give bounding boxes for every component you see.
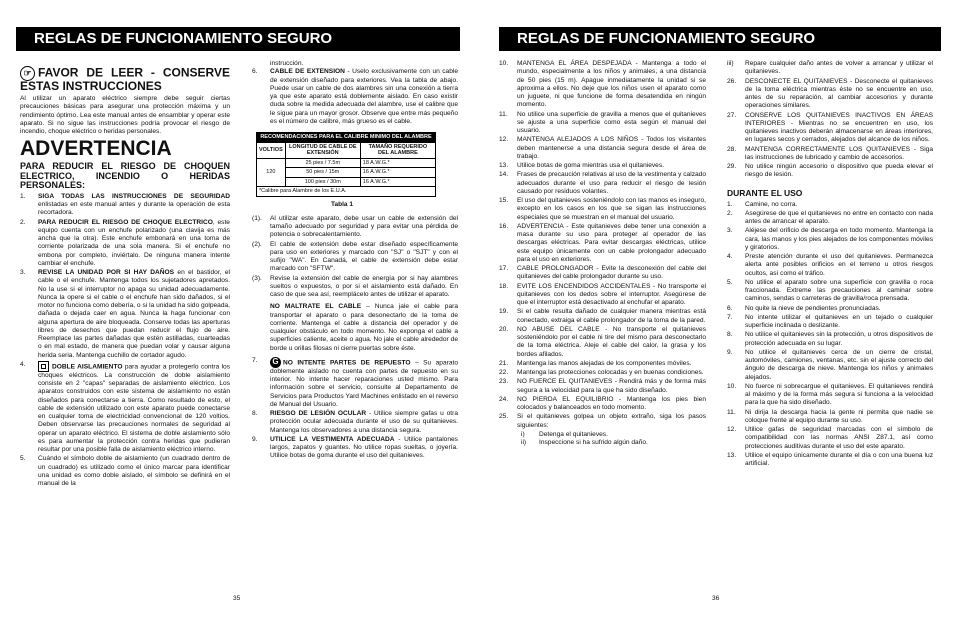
item-lead: NO INTENTE PARTES DE REPUESTO <box>283 359 411 367</box>
favor-body: Al utilizar un aparato eléctrico siempre debe seguir ciertas precauciones básicas para asegurar una protección máxima y un rendimiento óptimo. Lea este manual antes de ensamblar y operar este aparato. Si no sigue las instrucciones podría provocar el riesgo de incendio, choque eléctrico o heridas personales. <box>20 95 230 135</box>
list-item <box>727 314 933 331</box>
item-number: 9. <box>252 435 258 443</box>
list-item <box>727 112 933 145</box>
item-body: Utilice botas de goma mientras usa el quitanieves. <box>517 162 664 169</box>
item-number: 18. <box>499 282 509 290</box>
page-number: 35 <box>233 595 241 602</box>
table-header: TAMAÑO REQUERIDO DEL ALAMBRE <box>360 142 435 158</box>
item-number: 14. <box>499 171 509 179</box>
item-body: Preste atención durante el uso del quitanieves. Permanezca alerta ante posibles orificios en el terreno u otros riesgos ocultos, así como el tráfico. <box>745 253 933 277</box>
list-item <box>499 223 706 264</box>
list-item <box>727 331 933 348</box>
item-number: 6. <box>252 68 258 76</box>
no-service-icon: G <box>270 357 281 368</box>
item-body: , este equipo cuenta con un enchufe polarizado (una clavija es más ancha que la otra). Este enchufe embonará en una toma de corriente polarizada de una sola manera. Si el enchufe no embona por completo, inviértalo. De ninguna manera intente cambiar el enchufe. <box>38 218 230 267</box>
no-maltrate-paragraph <box>252 303 458 353</box>
item-body: Asegúrese de que el quitanieves no entre en contacto con nada antes de arrancar el aparato. <box>745 209 933 225</box>
list-item <box>521 431 706 439</box>
item-lead: RIESGO DE LESIÓN OCULAR <box>270 410 367 417</box>
list-item <box>499 265 706 282</box>
list-item <box>499 378 706 395</box>
list-item <box>252 68 458 126</box>
item-text <box>517 360 706 368</box>
item-text <box>745 279 933 304</box>
item-text <box>38 193 230 218</box>
table-header: VOLTIOS <box>257 142 286 158</box>
right-col1-list <box>499 60 706 430</box>
list-item <box>727 279 933 304</box>
item-number: 5. <box>20 455 26 463</box>
right-banner: REGLAS DE FUNCIONAMIENTO SEGURO <box>499 27 941 51</box>
right-column-1 <box>499 60 706 447</box>
item-number: 20. <box>499 325 509 333</box>
item-text <box>517 308 706 325</box>
table-cell: 25 pies / 7.5m <box>285 158 360 168</box>
list-item <box>727 163 933 180</box>
list-item <box>727 146 933 163</box>
advertencia-title: ADVERTENCIA <box>20 137 172 161</box>
table-header: LONGITUD DE CABLE DE EXTENSIÓN <box>285 142 360 158</box>
item-text <box>517 136 706 161</box>
item-text <box>517 326 706 359</box>
item-body: EVITE LOS ENCENDIDOS ACCIDENTALES - No transporte el quitanieves con los dedos sobre el interruptor. Asegúrese de que el interruptor está desactivado al enchufar el aparato. <box>517 282 706 306</box>
list-item <box>727 383 933 408</box>
item-text <box>517 283 706 308</box>
item-body: Camine, no corra. <box>745 200 798 208</box>
item-number: 2. <box>20 218 26 226</box>
item-number: 8. <box>727 331 733 339</box>
item-text <box>745 426 933 451</box>
item-text <box>517 162 706 170</box>
list-item <box>20 269 230 360</box>
item-body: NO ABUSE DEL CABLE - No transporte el quitanieves sosteniéndolo por el cable ni tire del mismo para desconectarlo de la toma eléctrica. Aleje el cable del calor, la grasa y los bordes afilados. <box>517 325 706 358</box>
item-body: No intente utilizar el quitanieves en un tejado o cualquier superficie inclinada o deslizante. <box>745 313 933 329</box>
item-lead: PARA REDUCIR EL RIESGO DE CHOQUE ELECTRICO <box>38 218 213 226</box>
item-number: 19. <box>499 308 509 316</box>
list-item <box>727 452 933 469</box>
item-text <box>745 60 933 77</box>
list-item <box>252 275 458 300</box>
list-item <box>727 426 933 451</box>
list-item <box>20 455 230 488</box>
list-item <box>252 357 458 409</box>
item-text <box>517 60 706 110</box>
list-item <box>252 436 458 461</box>
page-number: 36 <box>712 595 720 602</box>
table-title: RECOMENDACIONES PARA EL CALIBRE MINIMO DEL ALAMBRE <box>257 133 436 143</box>
item-number: 11. <box>727 408 736 416</box>
list-item <box>499 369 706 377</box>
item-body: en el bastidor, el cable o el enchufe. Mantenga todos los sujetadores apretados. No la use si el interruptor no apaga su unidad adecuadamente. Nunca la opere si el cable o el enchufe han sido dañados, si el motor no funciona como debería, o si la unidad ha sido golpeada, dañada o dejada caer en agua. Nunca la haga funcionar con alguna apertura de aire bloqueada. Conserve todas las aperturas libres de desechos que puedan reducir el flujo de aire. Reemplace las partes dañadas que estén astilladas, cuarteadas o en mal estado, de manera que puedan volar y causar alguna herida seria. Mantenga cuchillo de cortador agudo. <box>38 269 230 359</box>
item-body: Mantenga las manos alejadas de los componentes móviles. <box>517 359 692 367</box>
list-item <box>20 193 230 218</box>
item-body: Inspeccione si ha sufrido algún daño. <box>539 439 648 446</box>
list-item <box>499 136 706 161</box>
item-lead: DOBLE AISLAMIENTO <box>52 363 123 370</box>
item-text <box>270 357 458 409</box>
hand-warning-icon: ☞ <box>20 66 35 81</box>
item-number: 1. <box>20 192 26 200</box>
item-body: Cuándo el símbolo doble de aislamiento (un cuadrado dentro de un cuadrado) es utilizado como el único marcar para identificar una unidad es como doble aislado, el símbolo se definirá en el manual de la <box>38 455 230 487</box>
item-text <box>517 223 706 264</box>
item-number: 3. <box>20 269 26 276</box>
list-item <box>499 396 706 413</box>
item-body: Detenga el quitanieves. <box>539 430 608 438</box>
item-number: 10. <box>499 60 509 67</box>
item-text <box>745 201 933 209</box>
item-text <box>270 241 458 274</box>
item-body: No utilice el quitanieves sin la protección, u otros dispositivos de protección adecuada en su lugar. <box>745 331 933 347</box>
item-text <box>38 219 230 269</box>
item-text <box>539 431 706 439</box>
item-body: Repare cualquier daño antes de volver a arrancar y utilizar el quitanieves. <box>745 60 933 76</box>
item-body: - Utilice siempre gafas u otra protección ocular adecuada durante el uso de su quitanieves. Mantenga los observadores a una distancia segura. <box>270 410 458 434</box>
list-item <box>727 253 933 278</box>
item-number: iii) <box>727 60 734 67</box>
item-number: 24. <box>499 395 509 403</box>
item-number: 5. <box>727 278 733 286</box>
item-body: Mantenga las protecciones colocadas y en buenas condiciones. <box>517 369 704 376</box>
item-body: El cable de extensión debe estar diseñado específicamente para uso en exteriores y marcado con "SJ" o "SJT" y con el sufijo "WA". En Canadá, el cable de extensión debe estar marcado con "SFTW". <box>270 240 458 273</box>
right-col2-list <box>727 60 933 180</box>
item-text <box>745 78 933 111</box>
item-body: ADVERTENCIA - Este quitanieves debe tener una conexión a masa durante su uso para proteger al operador de las descargas eléctricas. Para evitar descargas eléctricas, utilice este equipo únicamente con un cable prolongador adecuado para el uso en exteriores. <box>517 222 706 263</box>
item-text <box>38 361 230 455</box>
list-item <box>252 410 458 435</box>
item-text <box>745 227 933 252</box>
item-text <box>745 163 933 180</box>
item-body: No utilice el aparato sobre una superficie con gravilla o roca fraccionada. Extreme las precauciones al caminar sobre caminos, sendas o carreteras de gravilla/roca prensada. <box>745 278 933 303</box>
table-cell: 100 pies / 30m <box>285 177 360 187</box>
item-text <box>745 146 933 163</box>
item-number: 15. <box>499 197 509 204</box>
item-body: MANTENGA CORRECTAMENTE LOS QUITANIEVES - Siga las instrucciones de lubricado y cambio de accesorios. <box>745 145 933 161</box>
double-insulation-icon <box>38 361 49 372</box>
item-text <box>517 378 706 395</box>
item-text <box>745 314 933 331</box>
item-text <box>517 265 706 282</box>
list-item <box>727 210 933 227</box>
item-text <box>745 112 933 145</box>
list-item <box>499 360 706 368</box>
item-lead: UTILICE LA VESTIMENTA ADECUADA <box>270 435 395 443</box>
list-item <box>20 219 230 269</box>
item-body: Utilice gafas de seguridad marcadas con el símbolo de compatibilidad con las normas ANSI Z87.1, así como protecciones auditivas durante el uso del este aparato. <box>745 426 933 450</box>
table-cell-voltios: 120 <box>257 158 286 187</box>
item-number: 25. <box>499 413 509 421</box>
list-item <box>727 227 933 252</box>
item-number: 7. <box>252 356 258 364</box>
item-text <box>745 253 933 278</box>
item-text <box>745 210 933 227</box>
item-body: Aléjese del orificio de descarga en todo momento. Mantenga la cara, las manos y los pies alejados de los componentes móviles y giratorios. <box>745 227 933 251</box>
left-column-1 <box>20 60 230 489</box>
item-text <box>270 215 458 240</box>
item-body: No quite la nieve de pendientes pronunciadas. <box>745 304 881 312</box>
list-item <box>727 305 933 313</box>
favor-title: FAVOR DE LEER - CONSERVE ESTAS INSTRUCCIONES <box>20 65 230 93</box>
item-6 <box>252 68 458 126</box>
item-text <box>517 369 706 377</box>
list-item <box>499 283 706 308</box>
item-number: 4. <box>727 253 733 260</box>
item-number: 21. <box>499 359 509 367</box>
item-text <box>38 269 230 360</box>
item-text <box>517 396 706 413</box>
item-body: DESCONECTE EL QUITANIEVES - Desconecte el quitanieves de la toma eléctrica mientras éste no se encuentre en uso, antes de su reparación, al cambiar accesorios y durante operaciones similares. <box>745 77 933 110</box>
item-text <box>745 331 933 348</box>
item-number: 29. <box>727 163 737 170</box>
item-number: 2. <box>727 209 733 217</box>
table-caption: Tabla 1 <box>331 200 353 208</box>
item-number: 4. <box>20 360 26 368</box>
item-body: Frases de precaución relativas al uso de la vestimenta y calzado adecuados durante el uso para reducir el riesgo de lesión causado por residuos volantes. <box>517 171 706 195</box>
item-number: ii) <box>521 439 527 446</box>
right-col1-sublist <box>499 431 706 448</box>
item-number: 6. <box>727 304 733 312</box>
item-text <box>270 68 458 126</box>
list-item <box>727 78 933 111</box>
item-body: MANTENGA EL ÁREA DESPEJADA - Mantenga a todo el mundo, especialmente a los niños y animales, a una distancia de 50 pies (15 m). Apague inmediatamente la unidad si se aproxima a ellos. No deje que los niños usen el aparato como un juguete, ni que funcione de forma desatendida en ningún momento. <box>517 60 706 109</box>
table-cell: 16 A.W.G.* <box>360 168 435 178</box>
item-number: 22. <box>499 369 509 376</box>
table-cell: 18 A.W.G.* <box>360 158 435 168</box>
item-number: (2). <box>252 240 262 248</box>
continued-text: instrucción. <box>270 60 304 67</box>
item-body: No utilice el quitanieves cerca de un cierre de cristal, automóviles, camiones, ventanas, etc. sin el ajuste correcto del ángulo de descarga de nieve. Mantenga los niños y animales alejados. <box>745 348 933 381</box>
item-number: (3). <box>252 274 262 282</box>
item-text <box>38 455 230 488</box>
item-number: 12. <box>727 426 737 433</box>
list-item <box>20 361 230 455</box>
item-body: CABLE PROLONGADOR - Evite la desconexión del cable del quitanieves del cable prolongador durante su uso. <box>517 265 706 281</box>
item-text <box>745 305 933 313</box>
item-number: i) <box>521 430 525 438</box>
item-body: NO PIERDA EL EQUILIBRIO - Mantenga los pies bien colocados y balanceados en todo momento. <box>517 395 706 411</box>
advertencia-subtitle: PARA REDUCIR EL RIESGO DE CHOQUEN ELECTRICO, INCENDIO O HERIDAS PERSONALES: <box>20 161 230 191</box>
item-number: 17. <box>499 265 509 272</box>
item-number: (1). <box>252 214 262 222</box>
item-number: 12. <box>499 136 509 144</box>
list-item <box>499 308 706 325</box>
list-item <box>499 326 706 359</box>
item-body: No utilice ningún accesorio o dispositivo que pueda elevar el riesgo de lesión. <box>745 163 933 179</box>
table-cell: 16 A.W.G.* <box>360 177 435 187</box>
item-body: NO FUERCE EL QUITANIEVES - Rendirá más y de forma más segura a la velocidad para la que ha sido diseñado. <box>517 378 706 394</box>
item-body: - Utilice pantalones largos, zapatos y guantes. No utilice ropas sueltas, o joyería. Utilice botas de goma durante el uso del quitanieves. <box>270 435 458 460</box>
item-body: No utilice una superficie de gravilla a menos que el quitanieves se ajuste a una superficie como esta según el manual del usuario. <box>517 110 706 134</box>
table-cell: 50 pies / 15m <box>285 168 360 178</box>
item-body: para ayudar a protegerlo contra los choques eléctricos. La construcción de doble aislamiento consiste en 2 "capas" separadas de aislamiento eléctrico. Los aparatos construidos con este sistema de aislamiento no están diseñados para conectarse a tierra. Como resultado de esto, el cable de extensión utilizado con este aparato puede conectarse en cualquier toma de electricidad convencional de 120 voltios. Deben observarse las precauciones normales de seguridad al operar un aparato eléctrico. El sistema de doble aislamiento sólo es para aumentar la protección contra heridas que pudieran resultar por una posible falla de aislamiento eléctrico interno. <box>38 363 231 453</box>
item-body: enlistadas en este manual antes y durante la operación de esta recortadora. <box>38 201 230 217</box>
item-number: 8. <box>252 410 258 417</box>
item-text <box>517 171 706 196</box>
list-item <box>252 215 458 240</box>
item-lead: SIGA TODAS LAS INSTRUCCIONES DE SEGURIDAD <box>38 192 230 200</box>
item-number: 13. <box>499 162 509 169</box>
item-lead: CABLE DE EXTENSION <box>270 68 345 76</box>
item-body: El uso del quitanieves sosteniéndolo con las manos es inseguro, excepto en los casos en los que se sigan las instrucciones especiales que se muestran en el manual del usuario. <box>517 197 706 221</box>
item-text <box>745 452 933 469</box>
list-item <box>499 413 706 430</box>
table-footnote: *Calibre para Alambre de los E.U.A. <box>257 187 436 197</box>
item-body: - Uselo exclusivamente con un cable de extensión diseñado para exteriores. Vea la tabla de abajo. Puede usar un cable de dos alambres sin una conexión a tierra ya que este aparato está doblemente aislado. En caso existir duda sobre la medida adecuada del alambre, use el calibre que le sigue para un mayor grosor. Observe que entre más pequeño es el número de calibre, más grueso es el cable. <box>270 68 459 125</box>
list-item <box>499 162 706 170</box>
no-maltrate-text: – Nunca jale el cable para transportar el aparato o para desonectarlo de la toma de corriente. Mantenga el cable a distancia del operador y de cualquier obstáculo en todo momento. No exponga el cable a superficies caliente, aceite o agua. No jale el cable alrededor de borde u orillas filosas ni cierre puertas sobre éste. <box>270 303 459 352</box>
right-page <box>477 0 954 618</box>
item-text <box>745 409 933 426</box>
item-body: CONSERVE LOS QUITANIEVES INACTIVOS EN ÁREAS INTERIORES - Mientras no se encuentren en uso, los quitanieves inactivos deberán almacenarse en áreas interiores, en lugares secos y cerrados, alejados del alcance de los niños. <box>745 111 933 144</box>
item-number: 26. <box>727 77 737 85</box>
left-column-2 <box>252 60 458 462</box>
item-body: – Su aparato doblemente aislado no cuenta con partes de repuesto en su interior. No intente hacer reparaciones usted mismo. Para información sobre el servicio, consulte al Departamento de Servicios para Productos Yard Machines enlistado en el reverso de Manual del Usuario. <box>270 359 458 408</box>
item-body: MANTENGA ALEJADOS A LOS NIÑOS - Todos los visitantes deben mantenerse a una distancia segura desde el área de trabajo. <box>517 136 706 160</box>
list-item <box>727 409 933 426</box>
item-text <box>270 410 458 435</box>
item-number: 11. <box>499 110 508 118</box>
item-number: 13. <box>727 451 737 459</box>
durante-list <box>727 201 933 469</box>
list-item <box>499 111 706 136</box>
item-number: 3. <box>727 227 733 235</box>
item-text <box>517 413 706 430</box>
left-banner: REGLAS DE FUNCIONAMIENTO SEGURO <box>16 27 460 51</box>
favor-heading <box>20 66 230 92</box>
item-number: 7. <box>727 313 733 321</box>
item-body: Revise la extensión del cable de energía por si hay alambres sueltos o expuestos, o por si el aislamiento está dañado. En caso de que sea así, reemplácelo antes de utilizar el aparato. <box>270 274 458 298</box>
left-col1-list <box>20 193 230 489</box>
item-number: 28. <box>727 145 737 153</box>
durante-title: DURANTE EL USO <box>727 187 803 198</box>
item-text <box>270 275 458 300</box>
item-body: Si el quitanieves golpea un objeto extraño, siga los pasos siguientes: <box>517 413 706 429</box>
item-body: Si el cable resulta dañado de cualquier manera mientras está conectado, extraiga el cable prolongador de la toma de la pared. <box>517 308 706 324</box>
item-number: 9. <box>727 348 733 356</box>
list-item <box>727 201 933 209</box>
wire-gauge-table <box>256 132 436 197</box>
item-text <box>745 383 933 408</box>
item-body: Ni dirija la descarga hacia la gente ni permita que nadie se coloque frente al equipo durante su uso. <box>745 408 933 424</box>
list-item <box>499 60 706 110</box>
extension-notes <box>252 215 458 300</box>
list-item <box>521 439 706 447</box>
list-item <box>499 197 706 222</box>
list-item <box>499 171 706 196</box>
list-item <box>252 241 458 274</box>
item-body: Al utilizar este aparato, debe usar un cable de extensión del tamaño adecuado por seguridad y para evitar una pérdida de potencia o sobrecalentamiento. <box>270 214 458 239</box>
item-number: 27. <box>727 111 737 119</box>
item-body: Utilice el equipo únicamente durante el día o con una buena luz artificial. <box>745 451 933 467</box>
item-body: No fuerce ni sobrecargue el quitanieves. El quitanieves rendirá al máximo y de la forma más segura si funciona a la velocidad para la que ha sido diseñado. <box>745 382 933 407</box>
right-column-2 <box>727 60 933 469</box>
item-text <box>745 349 933 382</box>
item-text <box>517 111 706 136</box>
item-text <box>539 439 706 447</box>
item-lead: REVISE LA UNIDAD POR SI HAY DAÑOS <box>38 269 175 276</box>
left-col2-list <box>252 357 458 461</box>
item-text <box>270 436 458 461</box>
item-number: 1. <box>727 200 733 208</box>
item-number: 10. <box>727 382 737 390</box>
item-text <box>517 197 706 222</box>
list-item <box>727 60 933 77</box>
item-number: 23. <box>499 378 509 386</box>
no-maltrate-lead: NO MALTRATE EL CABLE <box>270 303 362 311</box>
list-item <box>727 349 933 382</box>
item-number: 16. <box>499 222 509 230</box>
